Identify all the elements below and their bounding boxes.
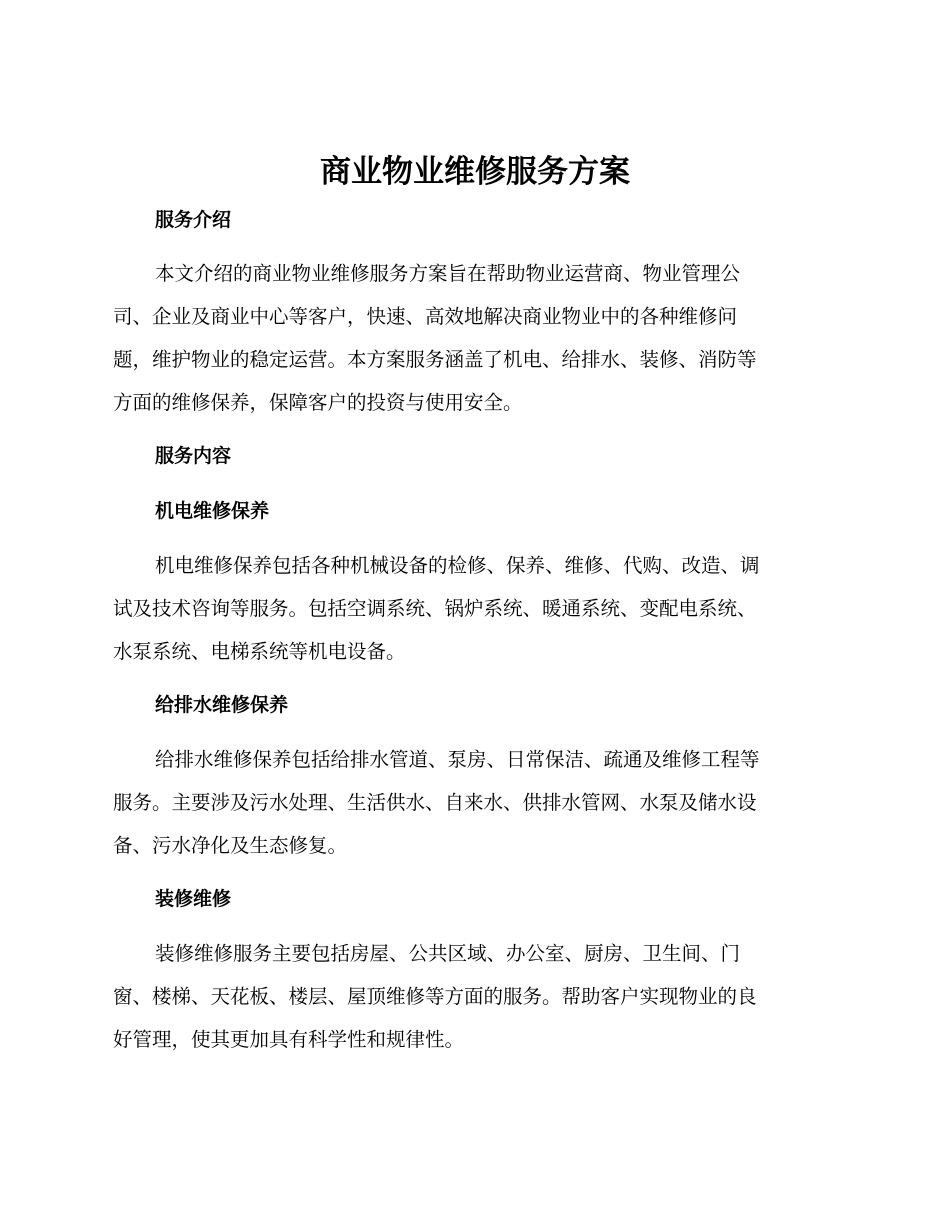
paragraph-line: 司、企业及商业中心等客户，快速、高效地解决商业物业中的各种维修问 [113,305,738,328]
paragraph-plumbing-maintenance [113,738,833,867]
paragraph-line: 方面的维修保养，保障客户的投资与使用安全。 [113,391,523,414]
paragraph-line: 装修维修服务主要包括房屋、公共区域、办公室、厨房、卫生间、门 [155,942,741,965]
paragraph-line: 机电维修保养包括各种机械设备的检修、保养、维修、代购、改造、调 [155,554,760,577]
paragraph-line: 给排水维修保养包括给排水管道、泵房、日常保洁、疏通及维修工程等 [155,748,760,771]
section-heading-renovation-repair: 装修维修 [155,888,232,910]
paragraph-line: 题，维护物业的稳定运营。本方案服务涵盖了机电、给排水、装修、消防等 [113,348,757,371]
section-heading-plumbing-maintenance: 给排水维修保养 [155,694,289,716]
paragraph-line: 备、污水净化及生态修复。 [113,834,348,857]
section-heading-service-intro: 服务介绍 [155,209,232,231]
paragraph-line: 服务。主要涉及污水处理、生活供水、自来水、供排水管网、水泵及储水设 [113,791,757,814]
paragraph-line: 试及技术咨询等服务。包括空调系统、锅炉系统、暖通系统、变配电系统、 [113,597,757,620]
section-heading-service-content: 服务内容 [155,445,232,467]
document-title: 商业物业维修服务方案 [320,154,630,190]
section-heading-mep-maintenance: 机电维修保养 [155,500,270,522]
paragraph-line: 本文介绍的商业物业维修服务方案旨在帮助物业运营商、物业管理公 [155,262,741,285]
paragraph-service-intro [113,252,833,424]
paragraph-line: 水泵系统、电梯系统等机电设备。 [113,640,406,663]
paragraph-line: 窗、楼梯、天花板、楼层、屋顶维修等方面的服务。帮助客户实现物业的良 [113,985,757,1008]
paragraph-mep-maintenance [113,544,833,673]
paragraph-renovation-repair [113,932,833,1061]
paragraph-line: 好管理，使其更加具有科学性和规律性。 [113,1028,465,1051]
